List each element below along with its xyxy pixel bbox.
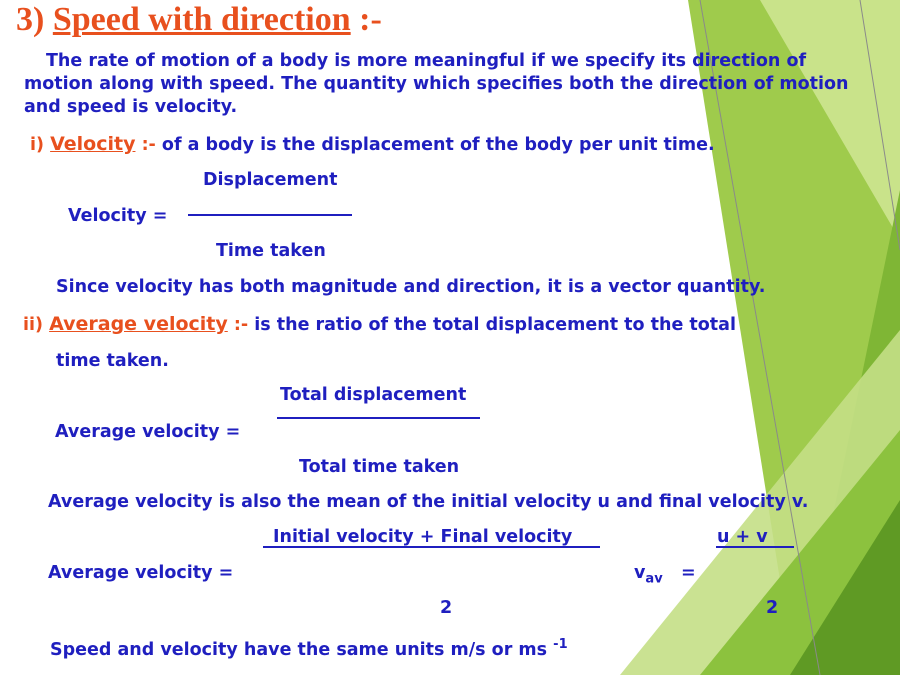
slide-title [16, 1, 382, 39]
units-text: Speed and velocity have the same units m/s or ms [50, 639, 548, 660]
units-note [50, 634, 568, 661]
average-velocity-number: ii) [23, 315, 43, 335]
average-velocity-term: Average velocity [49, 313, 228, 335]
velocity-definition-text: of a body is the displacement of the body per unit time. [161, 135, 715, 155]
units-exponent: -1 [553, 637, 568, 652]
short-fraction-bar [716, 546, 794, 548]
avg-fraction-bar [277, 417, 480, 419]
avg-formula-lhs: Average velocity = [55, 422, 241, 442]
formula2-denominator: 2 [440, 598, 453, 618]
avg-denominator: Total time taken [299, 457, 460, 477]
avg-numerator: Total displacement [280, 385, 467, 405]
vav-equals: = [680, 563, 696, 583]
average-velocity-definition [23, 313, 736, 336]
short-numerator: u + v [717, 527, 768, 547]
vav-expression [634, 562, 696, 591]
formula2-numerator: Initial velocity + Final velocity [273, 527, 573, 547]
velocity-number: i) [30, 135, 44, 155]
title-text: Speed with direction [52, 1, 351, 38]
velocity-denominator: Time taken [216, 241, 326, 261]
average-velocity-definition-cont: time taken. [56, 351, 169, 371]
short-denominator: 2 [766, 598, 779, 618]
velocity-formula-lhs: Velocity = [68, 206, 168, 226]
velocity-definition [30, 133, 715, 156]
velocity-fraction-bar [188, 214, 352, 216]
vav-subscript: av [645, 571, 663, 587]
average-velocity-definition-text: is the ratio of the total displacement to the total [254, 315, 736, 335]
average-velocity-sep: :- [233, 315, 249, 335]
title-suffix: :- [359, 1, 382, 38]
mean-note: Average velocity is also the mean of the initial velocity u and final velocity v. [48, 492, 809, 512]
formula2-lhs: Average velocity = [48, 563, 234, 583]
intro-line-2: motion along with speed. The quantity which specifies both the direction of motion [24, 74, 849, 94]
velocity-sep: :- [141, 135, 156, 155]
vector-note: Since velocity has both magnitude and direction, it is a vector quantity. [56, 277, 766, 297]
title-number: 3) [16, 1, 45, 38]
velocity-numerator: Displacement [203, 170, 338, 190]
formula2-fraction-bar [263, 546, 600, 548]
intro-line-3: and speed is velocity. [24, 97, 238, 117]
vav-symbol: v [634, 563, 646, 583]
velocity-term: Velocity [50, 133, 136, 155]
intro-line-1: The rate of motion of a body is more meaningful if we specify its direction of [46, 51, 807, 71]
